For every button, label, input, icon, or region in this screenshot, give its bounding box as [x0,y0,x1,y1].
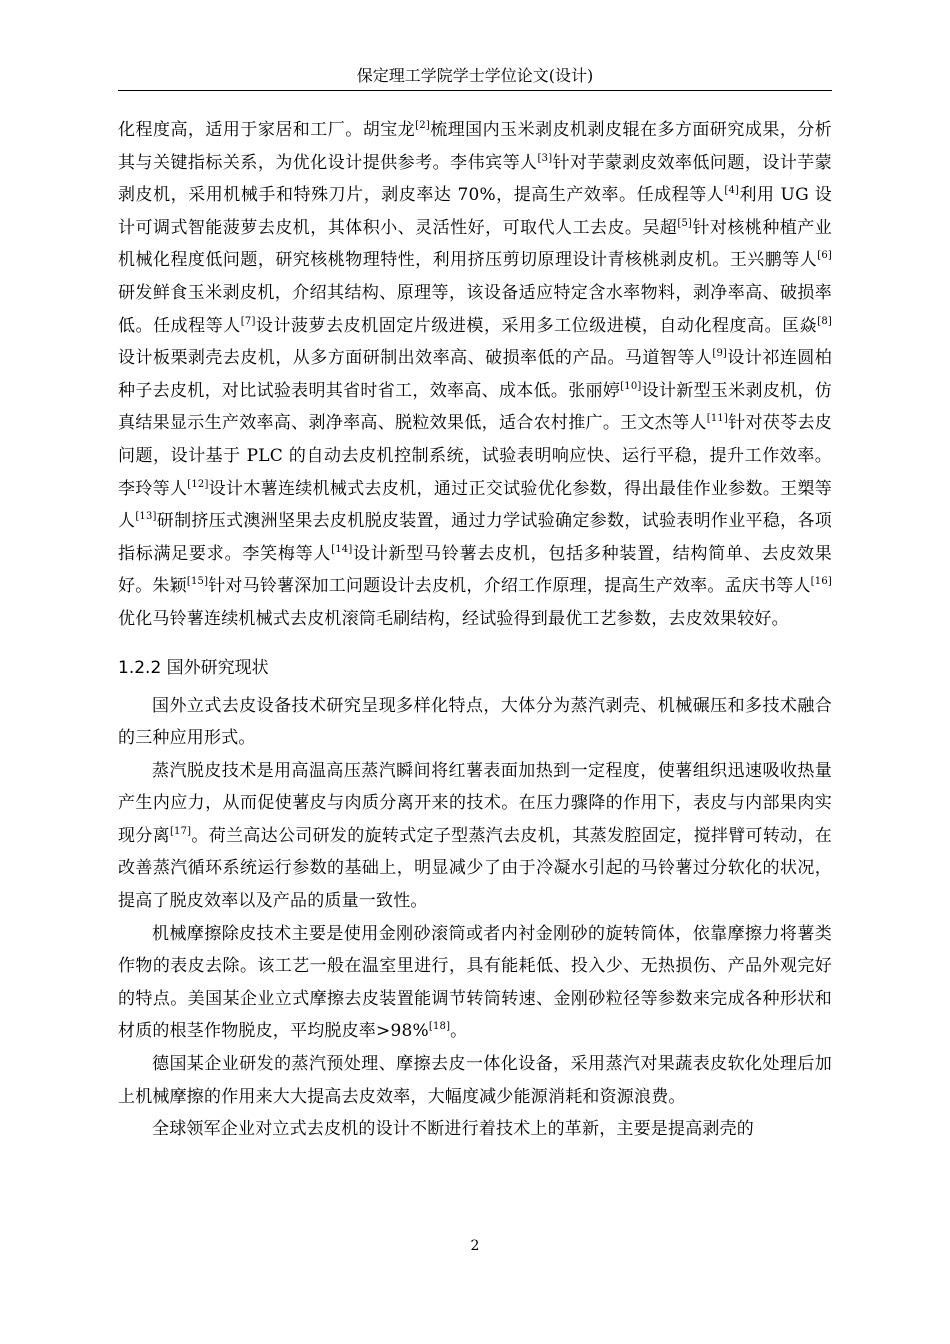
citation-marker: [7] [240,315,256,327]
text-run: 针对核桃种植产业机械化程度低问题，研究核桃物理特性，利用挤压剪切原理设计青核桃剥皮机。王兴鹏等人 [118,217,832,271]
header-rule [118,90,832,91]
paragraph-german-integrated [118,1048,832,1113]
text-run: 机械摩擦除皮技术主要是使用金刚砂滚筒或者内衬金刚砂的旋转筒体，依靠摩擦力将薯类作物的表皮去除。该工艺一般在温室里进行，具有能耗低、投入少、无热损伤、产品外观完好的特点。美国某企业立式摩擦去皮装置能调节转筒转速、金刚砂粒径等参数来完成各种形状和材质的根茎作物脱皮，平均脱皮率>98% [118,923,832,1042]
pre-section-body [118,114,832,636]
paragraph-foreign-overview [118,690,832,755]
citation-marker: [3] [537,152,553,164]
citation-marker: [12] [187,478,209,490]
paragraph-domestic-research-continued [118,114,832,636]
main-content [118,114,832,1146]
text-run: 德国某企业研发的蒸汽预处理、摩擦去皮一体化设备，采用蒸汽对果蔬表皮软化处理后加上机械摩擦的作用来大大提高去皮效率，大幅度减少能源消耗和资源浪费。 [118,1054,832,1107]
citation-marker: [13] [135,511,157,523]
text-run: 全球领军企业对立式去皮机的设计不断进行着技术上的革新，主要是提高剥壳的 [152,1119,754,1140]
citation-marker: [5] [677,217,693,229]
text-run: 设计祁连圆柏种子去皮机，对比试验表明其省时省工，效率高、成本低。张丽婷 [118,348,832,401]
citation-marker: [2] [415,120,430,131]
citation-marker: [17] [169,825,192,837]
page-header [118,66,832,86]
text-run: 设计木薯连续机械式去皮机，通过正交试验优化参数，得出最佳作业参数。王槊等人 [118,478,832,532]
paragraph-mechanical-friction [118,918,832,1048]
running-title: 保定理工学院学士学位论文(设计) [356,66,594,85]
citation-marker: [4] [724,185,740,197]
citation-marker: [11] [706,413,729,425]
page-number: 2 [470,1238,480,1254]
paragraph-global-leaders [118,1113,832,1146]
citation-marker: [6] [817,250,832,262]
paragraph-steam-peeling [118,755,832,918]
text-run: 设计新型玉米剥皮机，仿真结果显示生产效率高、剥净率高、脱粒效果低，适合农村推广。王文杰等人 [118,380,832,434]
section-body [118,690,832,1146]
text-run: 研发鲜食玉米剥皮机，介绍其结构、原理等，该设备适应特定含水率物料，剥净率高、破损率低。任成程等人 [118,282,832,336]
text-run: 蒸汽脱皮技术是用高温高压蒸汽瞬间将红薯表面加热到一定程度，使薯组织迅速吸收热量产生内应力，从而促使薯皮与肉质分离开来的技术。在压力骤降的作用下，表皮与内部果肉实现分离 [118,760,832,846]
text-run: 设计菠萝去皮机固定片级进模，采用多工位级进模，自动化程度高。匡焱 [255,315,818,336]
text-run: 设计新型马铃薯去皮机，包括多种装置，结构简单、去皮效果好。朱颖 [118,543,833,597]
text-run: 针对茯苓去皮问题，设计基于 PLC 的自动去皮机控制系统，试验表明响应快、运行平稳，提升工作效率。李玲等人 [118,413,832,499]
citation-marker: [14] [331,543,353,555]
citation-marker: [18] [428,1021,451,1033]
text-run: 设计板栗剥壳去皮机，从多方面研制出效率高、破损率低的产品。马道智等人 [118,348,713,369]
text-run: 梳理国内玉米剥皮机剥皮辊在多方面研究成果，分析其与关键指标关系，为优化设计提供参考。李伟宾等人 [118,120,832,173]
citation-marker: [8] [817,315,832,327]
section-heading: 1.2.2 国外研究现状 [118,657,269,678]
text-run: 。荷兰高达公司研发的旋转式定子型蒸汽去皮机，其蒸发腔固定，搅拌臂可转动，在改善蒸汽循环系统运行参数的基础上，明显减少了由于冷凝水引起的马铃薯过分软化的状况，提高了脱皮效率以及产品的质量一致性。 [118,825,832,912]
citation-marker: [9] [712,348,728,360]
text-run: 针对马铃薯深加工问题设计去皮机，介绍工作原理，提高生产效率。孟庆书等人 [208,576,811,597]
text-run: 化程度高，适用于家居和工厂。胡宝龙 [118,120,416,140]
text-run: 优化马铃薯连续机械式去皮机滚筒毛刷结构，经试验得到最优工艺参数，去皮效果较好。 [118,608,789,629]
text-run: 研制挤压式澳洲坚果去皮机脱皮装置，通过力学试验确定参数，试验表明作业平稳，各项指标满足要求。李笑梅等人 [118,511,832,564]
citation-marker: [10] [620,380,642,392]
citation-marker: [16] [810,576,832,588]
text-run: 针对芋蒙剥皮效率低问题，设计芋蒙剥皮机，采用机械手和特殊刀片，剥皮率达 70%，提高生产效率。任成程等人 [118,152,832,206]
text-run: 利用 UG 设计可调式智能菠萝去皮机，其体积小、灵活性好，可取代人工去皮。吴超 [118,185,832,238]
citation-marker: [15] [186,576,209,588]
text-run: 国外立式去皮设备技术研究呈现多样化特点，大体分为蒸汽剥壳、机械碾压和多技术融合的三种应用形式。 [118,695,832,749]
text-run: 。 [450,1021,468,1042]
